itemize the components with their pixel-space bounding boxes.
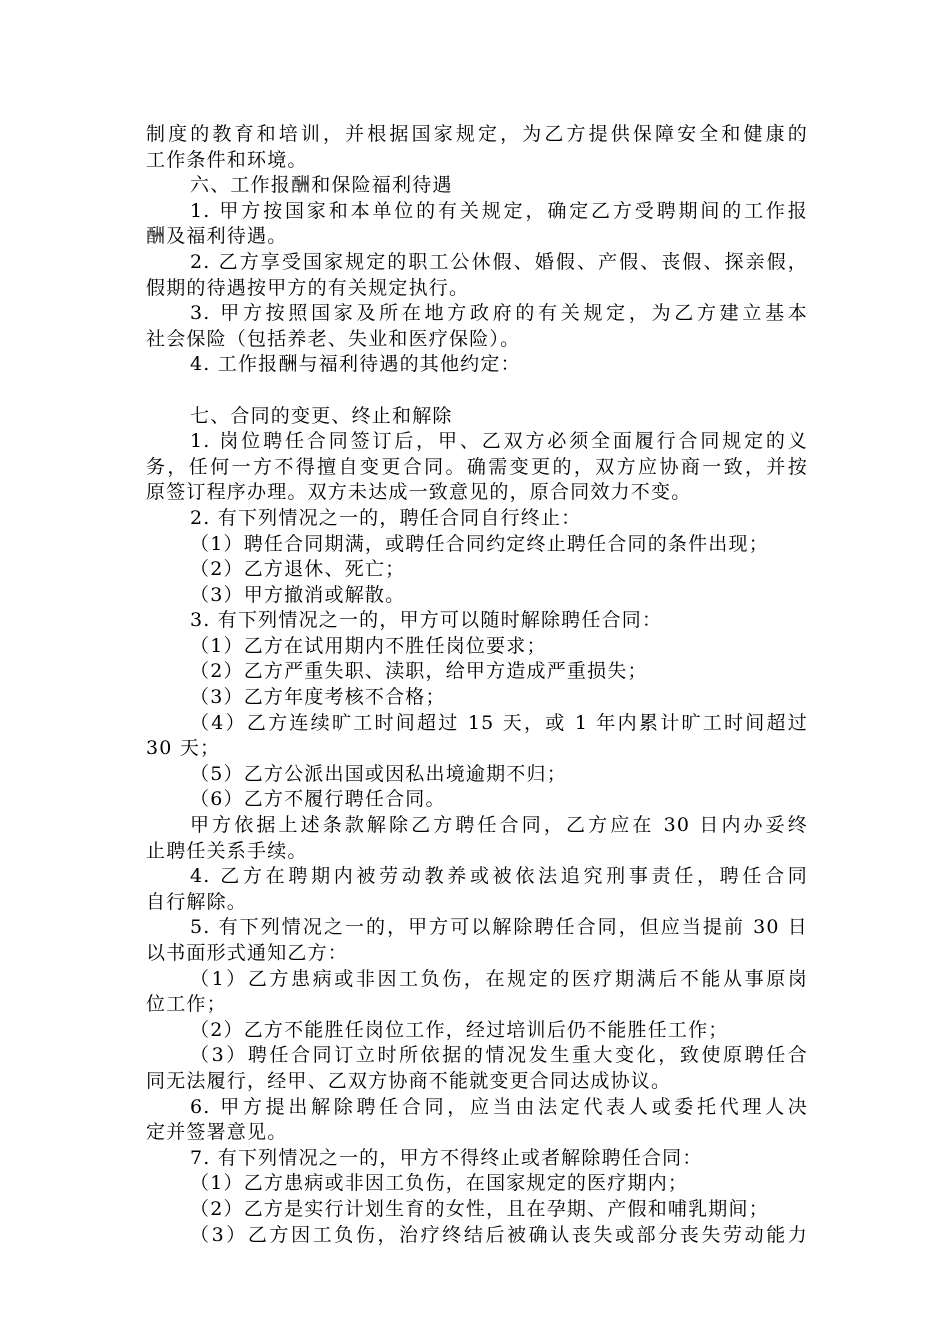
text-line: （6）乙方不履行聘任合同。	[190, 788, 446, 811]
text-line: 假期的待遇按甲方的有关规定执行。	[146, 276, 470, 299]
text-line: （1）乙方患病或非因工负伤，在国家规定的医疗期内；	[190, 1172, 689, 1195]
text-line: （3）乙方因工负伤，治疗终结后被确认丧失或部分丧失劳动能力	[190, 1223, 808, 1246]
text-line: 自行解除。	[146, 890, 248, 913]
text-line: （2）乙方严重失职、渎职，给甲方造成严重损失；	[190, 660, 648, 683]
text-line: 6. 甲方提出解除聘任合同，应当由法定代表人或委托代理人决	[190, 1095, 808, 1118]
text-line: （5）乙方公派出国或因私出境逾期不归；	[190, 762, 567, 785]
text-line: 3. 甲方按照国家及所在地方政府的有关规定，为乙方建立基本	[190, 302, 808, 325]
text-line: （3）聘任合同订立时所依据的情况发生重大变化，致使原聘任合	[190, 1044, 808, 1067]
text-line: （3）乙方年度考核不合格；	[190, 686, 446, 709]
blank-line	[146, 378, 808, 404]
text-line: 1. 甲方按国家和本单位的有关规定，确定乙方受聘期间的工作报	[190, 199, 808, 222]
text-line: （3）甲方撤消或解散。	[190, 583, 406, 606]
text-line: 2. 乙方享受国家规定的职工公休假、婚假、产假、丧假、探亲假，	[190, 250, 808, 273]
text-line: 3. 有下列情况之一的，甲方可以随时解除聘任合同：	[190, 609, 663, 632]
text-line: 制度的教育和培训，并根据国家规定，为乙方提供保障安全和健康的	[146, 123, 808, 145]
text-line: 原签订程序办理。双方未达成一致意见的，原合同效力不变。	[146, 481, 692, 504]
text-line: 1. 岗位聘任合同签订后，甲、乙双方必须全面履行合同规定的义	[190, 430, 808, 453]
text-line: （4）乙方连续旷工时间超过 15 天，或 1 年内累计旷工时间超过	[190, 711, 808, 734]
text-line: 止聘任关系手续。	[146, 839, 308, 862]
text-line: 7. 有下列情况之一的，甲方不得终止或者解除聘任合同：	[190, 1146, 703, 1169]
text-line: （1）乙方在试用期内不胜任岗位要求；	[190, 634, 547, 657]
text-line: 社会保险（包括养老、失业和医疗保险）。	[146, 327, 521, 350]
text-line: 工作条件和环境。	[146, 148, 308, 171]
text-line: 酬及福利待遇。	[146, 225, 288, 248]
text-line: 同无法履行，经甲、乙双方协商不能就变更合同达成协议。	[146, 1069, 672, 1092]
text-line: 以书面形式通知乙方：	[146, 942, 349, 964]
text-line: 定并签署意见。	[146, 1121, 288, 1144]
text-line: 务，任何一方不得擅自变更合同。确需变更的，双方应协商一致，并按	[146, 455, 808, 478]
text-line: 4. 工作报酬与福利待遇的其他约定：	[190, 353, 521, 376]
text-line: （1）聘任合同期满，或聘任合同约定终止聘任合同的条件出现；	[190, 532, 769, 555]
text-line: 30 天；	[146, 737, 221, 760]
text-line: 位工作；	[146, 993, 227, 1016]
text-line: 2. 有下列情况之一的，聘任合同自行终止：	[190, 506, 582, 529]
text-line: （2）乙方是实行计划生育的女性，且在孕期、产假和哺乳期间；	[190, 1197, 769, 1220]
text-line: （2）乙方退休、死亡；	[190, 558, 406, 581]
text-line: （1）乙方患病或非因工负伤，在规定的医疗期满后不能从事原岗	[190, 967, 808, 990]
text-line: 甲方依据上述条款解除乙方聘任合同，乙方应在 30 日内办妥终	[190, 814, 808, 837]
document-body	[146, 122, 808, 1248]
text-line: 5. 有下列情况之一的，甲方可以解除聘任合同，但应当提前 30 日	[190, 916, 808, 939]
text-line: 七、合同的变更、终止和解除	[190, 404, 453, 427]
text-line: 六、工作报酬和保险福利待遇	[190, 174, 453, 197]
text-line: （2）乙方不能胜任岗位工作，经过培训后仍不能胜任工作；	[190, 1018, 729, 1041]
text-line: 4. 乙方在聘期内被劳动教养或被依法追究刑事责任，聘任合同	[190, 865, 808, 888]
